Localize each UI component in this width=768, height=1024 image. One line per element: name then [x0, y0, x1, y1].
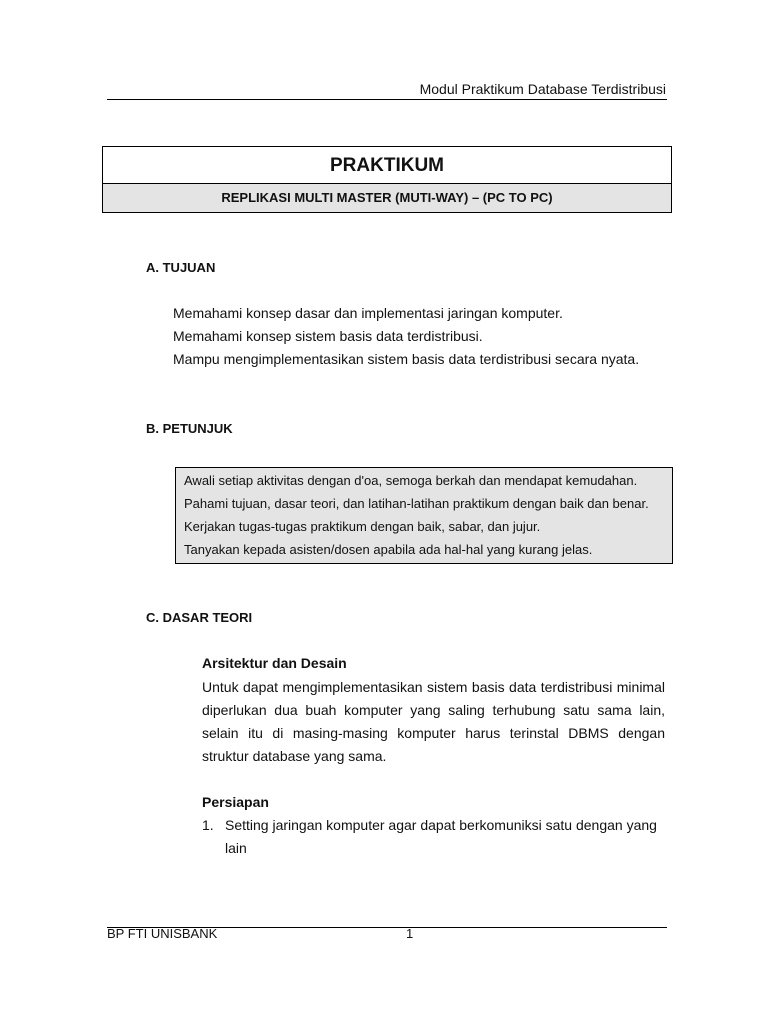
- list-item: Setting jaringan komputer agar dapat berkomuniksi satu dengan yang lain: [225, 817, 657, 856]
- title-box: [102, 146, 672, 213]
- list-item: Kerjakan tugas-tugas praktikum dengan baik, sabar, dan jujur.: [184, 519, 541, 534]
- page-subtitle: REPLIKASI MULTI MASTER (MUTI-WAY) – (PC TO PC): [103, 184, 671, 212]
- list-item: Pahami tujuan, dasar teori, dan latihan-latihan praktikum dengan baik dan benar.: [184, 496, 649, 511]
- list-item: Memahami konsep dasar dan implementasi jaringan komputer.: [173, 305, 563, 321]
- list-number: 1.: [202, 817, 214, 833]
- section-c-heading: C. DASAR TEORI: [146, 610, 253, 625]
- arsitektur-paragraph: Untuk dapat mengimplementasikan sistem basis data terdistribusi minimal diperlukan dua buah komputer yang saling terhubung satu sama lain, selain itu di masing-masing komputer harus terinstal DBMS dengan struktur database yang sama.: [202, 679, 665, 764]
- section-a-list: [173, 302, 665, 371]
- page-number: 1: [406, 926, 414, 941]
- section-b-heading: B. PETUNJUK: [146, 421, 233, 436]
- list-item: Tanyakan kepada asisten/dosen apabila ada hal-hal yang kurang jelas.: [184, 542, 593, 557]
- running-header: Modul Praktikum Database Terdistribusi: [419, 81, 666, 97]
- list-item: Mampu mengimplementasikan sistem basis data terdistribusi secara nyata.: [173, 351, 640, 367]
- footer-text: BP FTI UNISBANK: [107, 926, 218, 941]
- page-title: PRAKTIKUM: [103, 147, 671, 184]
- arsitektur-heading: Arsitektur dan Desain: [202, 655, 347, 671]
- header-rule: [107, 99, 667, 100]
- list-item: Awali setiap aktivitas dengan d'oa, semoga berkah dan mendapat kemudahan.: [184, 473, 638, 488]
- section-a-heading: A. TUJUAN: [146, 260, 216, 275]
- list-item: Memahami konsep sistem basis data terdistribusi.: [173, 328, 483, 344]
- instructions-box: [175, 467, 673, 564]
- persiapan-heading: Persiapan: [202, 794, 269, 810]
